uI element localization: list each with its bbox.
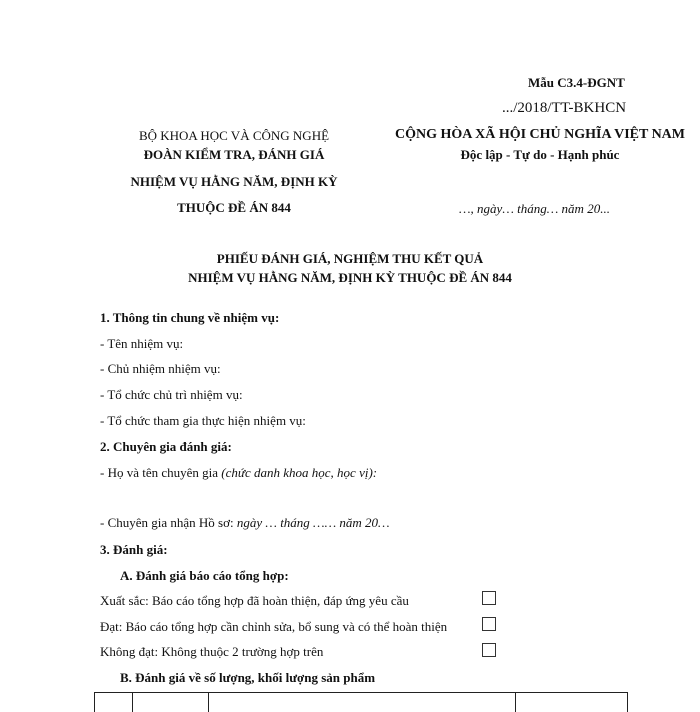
received-date-label: - Chuyên gia nhận Hồ sơ:: [100, 515, 237, 530]
table-col-divider: [208, 693, 209, 712]
section3-sub-a: A. Đánh giá báo cáo tổng hợp:: [120, 568, 289, 583]
project-line: THUỘC ĐỀ ÁN 844: [177, 200, 291, 215]
table-col-divider: [515, 693, 516, 712]
product-table: [94, 692, 628, 712]
task-leader-field: - Chủ nhiệm nhiệm vụ:: [100, 361, 221, 376]
host-organization-field: - Tổ chức chủ trì nhiệm vụ:: [100, 387, 243, 402]
section3-heading: 3. Đánh giá:: [100, 542, 168, 557]
received-date-field: [100, 516, 390, 529]
task-name-field: - Tên nhiệm vụ:: [100, 336, 184, 351]
form-title-line1: PHIẾU ĐÁNH GIÁ, NGHIỆM THU KẾT QUẢ: [216, 251, 484, 266]
expert-name-hint: (chức danh khoa học, học vị):: [221, 465, 378, 480]
form-title-line2: NHIỆM VỤ HẰNG NĂM, ĐỊNH KỲ THUỘC ĐỀ ÁN 844: [188, 270, 512, 285]
form-code: Mẫu C3.4-ĐGNT: [528, 75, 625, 90]
national-title: CỘNG HÒA XÃ HỘI CHỦ NGHĨA VIỆT NAM: [394, 127, 685, 142]
expert-name-field: [100, 466, 377, 479]
task-type-line: NHIỆM VỤ HẰNG NĂM, ĐỊNH KỲ: [130, 174, 338, 189]
option-excellent-label: Xuất sắc: Báo cáo tổng hợp đã hoàn thiện, đáp ứng yêu cầu: [100, 593, 409, 608]
section3-sub-b: B. Đánh giá về số lượng, khối lượng sản phẩm: [120, 670, 376, 685]
document-number: .../2018/TT-BKHCN: [502, 100, 627, 116]
option-fail-checkbox[interactable]: [482, 643, 496, 657]
national-motto: Độc lập - Tự do - Hạnh phúc: [460, 147, 620, 162]
received-date-hint: ngày … tháng …… năm 20…: [236, 515, 390, 530]
table-col-divider: [132, 693, 133, 712]
option-pass-checkbox[interactable]: [482, 617, 496, 631]
section1-heading: 1. Thông tin chung về nhiệm vụ:: [100, 310, 280, 325]
option-fail-label: Không đạt: Không thuộc 2 trường hợp trên: [100, 644, 324, 659]
date-line: …, ngày… tháng… năm 20...: [459, 201, 610, 216]
option-pass-label: Đạt: Báo cáo tổng hợp cần chỉnh sửa, bổ sung và có thể hoàn thiện: [100, 619, 448, 634]
expert-name-label: - Họ và tên chuyên gia: [100, 465, 222, 480]
participating-organization-field: - Tổ chức tham gia thực hiện nhiệm vụ:: [100, 413, 306, 428]
ministry-name: BỘ KHOA HỌC VÀ CÔNG NGHỆ: [138, 128, 330, 143]
section2-heading: 2. Chuyên gia đánh giá:: [100, 439, 232, 454]
option-excellent-checkbox[interactable]: [482, 591, 496, 605]
inspection-team-name: ĐOÀN KIỂM TRA, ĐÁNH GIÁ: [143, 147, 325, 162]
